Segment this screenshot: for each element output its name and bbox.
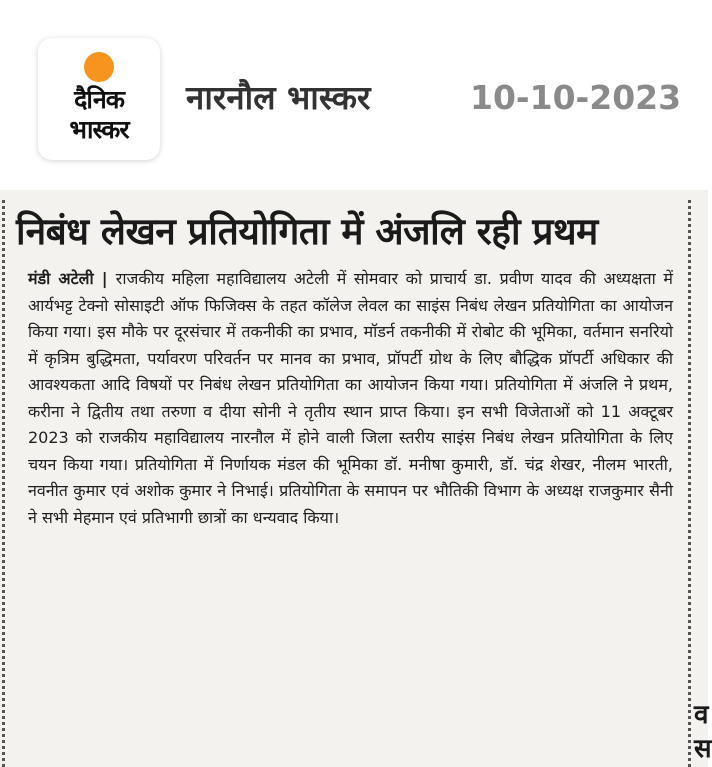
logo-text-line2: भास्कर (69, 115, 129, 144)
logo-text-line1: दैनिक (74, 85, 124, 114)
dainik-bhaskar-logo[interactable] (38, 38, 160, 160)
sun-icon (84, 52, 114, 82)
article-body (28, 266, 673, 766)
newspaper-clipping (0, 190, 712, 767)
article-text: राजकीय महिला महाविद्यालय अटेली में सोमवार को प्राचार्य डा. प्रवीण यादव की अध्यक्षता में आर्यभट्ट टेक्नो सोसाइटी ऑफ फिजिक्स के तहत कॉलेज लेवल का साइंस निबंध लेखन प्रतियोगिता का आयोजन किया गया। इस मौके पर दूरसंचार में तकनीकी का प्रभाव, मॉडर्न तकनीकी में रोबोट की भूमिका, वर्तमान सनरियो में कृत्रिम बुद्धिमता, पर्यावरण परिवर्तन पर मानव का प्रभाव, प्रॉपर्टी ग्रोथ के लिए बौद्धिक प्रॉपर्टी अधिकार की आवश्यकता आदि विषयों पर निबंध लेखन प्रतियोगिता का आयोजन किया गया। प्रतियोगिता में अंजलि ने प्रथम, करीना ने द्वितीय तथा तरुणा व दीया सोनी ने तृतीय स्थान प्राप्त किया। इन सभी विजेताओं को 11 अक्टूबर 2023 को राजकीय महाविद्यालय नारनौल में होने वाली जिला स्तरीय साइंस निबंध लेखन प्रतियोगिता के लिए चयन किया गया। प्रतियोगिता में निर्णायक मंडल की भूमिका डॉ. मनीषा कुमारी, डॉ. चंद्र शेखर, नीलम भारती, नवनीत कुमार एवं अशोक कुमार ने निभाई। प्रतियोगिता के समापन पर भौतिकी विभाग के अध्यक्ष राजकुमार सैनी ने सभी मेहमान एवं प्रतिभागी छात्रों का धन्यवाद किया। (28, 269, 673, 527)
publication-date: 10-10-2023 (470, 78, 682, 117)
edition-title: नारनौल भास्कर (186, 78, 371, 117)
column-divider-left (2, 200, 5, 767)
adjacent-article-line2: स (694, 734, 712, 764)
article-headline: निबंध लेखन प्रतियोगिता में अंजलि रही प्रथम (16, 209, 598, 253)
column-divider-right (688, 200, 691, 767)
adjacent-article-line1: व (694, 700, 709, 730)
adjacent-article-fragment (694, 698, 712, 766)
app-header (0, 0, 708, 190)
article-dateline: मंडी अटेली | (28, 269, 116, 288)
